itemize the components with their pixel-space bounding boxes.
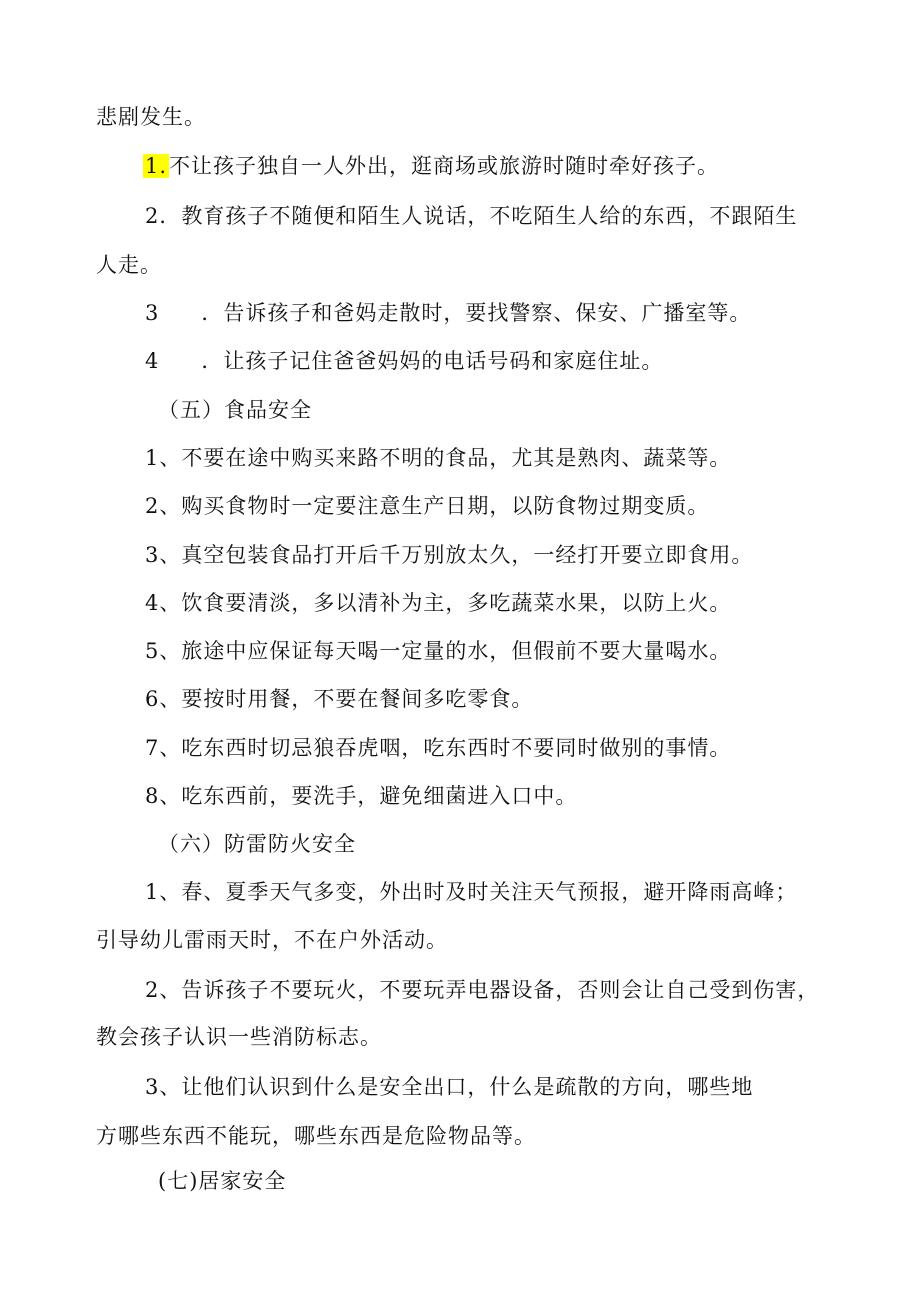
line-text: 人走。	[96, 253, 162, 277]
section-heading	[158, 829, 356, 859]
line-text: 2、购买食物时一定要注意生产日期，以防食物过期变质。	[145, 494, 710, 518]
paragraph-line	[96, 1121, 536, 1151]
line-text: 1、春、夏季天气多变，外出时及时关注天气预报，避开降雨高峰；	[145, 880, 798, 904]
line-text: 2．教育孩子不随便和陌生人说话，不吃陌生人给的东西，不跟陌生	[145, 204, 798, 228]
list-item	[145, 684, 533, 714]
list-item	[145, 733, 731, 763]
list-item	[145, 346, 663, 376]
line-text: 引导幼儿雷雨天时，不在户外活动。	[96, 928, 448, 952]
list-item	[145, 877, 797, 907]
heading-text: （六）防雷防火安全	[158, 832, 356, 856]
line-text: 4、饮食要清淡，多以清补为主，多吃蔬菜水果，以防上火。	[145, 591, 732, 615]
line-text: 不让孩子独自一人外出，逛商场或旅游时随时牵好孩子。	[169, 154, 720, 178]
line-text: 3、真空包装食品打开后千万别放太久，一经打开要立即食用。	[145, 543, 754, 567]
list-item	[145, 298, 751, 328]
line-text: 3、让他们认识到什么是安全出口，什么是疏散的方向，哪些地	[145, 1075, 754, 1099]
list-item	[145, 1072, 753, 1102]
list-item	[145, 636, 731, 666]
line-text: ．告诉孩子和爸妈走散时，要找警察、保安、广播室等。	[201, 301, 752, 325]
line-text: 8、吃东西前，要洗手，避免细菌进入口中。	[145, 784, 578, 808]
list-item	[145, 201, 797, 231]
list-item	[145, 975, 819, 1005]
line-text: 方哪些东西不能玩，哪些东西是危险物品等。	[96, 1124, 536, 1148]
paragraph-line	[96, 1022, 382, 1052]
line-text: 5、旅途中应保证每天喝一定量的水，但假前不要大量喝水。	[145, 639, 732, 663]
list-item	[145, 540, 753, 570]
line-text: ．让孩子记住爸爸妈妈的电话号码和家庭住址。	[201, 349, 664, 373]
line-text: 教会孩子认识一些消防标志。	[96, 1025, 382, 1049]
line-text: 7、吃东西时切忌狼吞虎咽，吃东西时不要同时做别的事情。	[145, 736, 732, 760]
list-item	[145, 781, 577, 811]
section-heading	[158, 395, 312, 425]
heading-text: (七)居家安全	[158, 1169, 287, 1193]
line-text: 悲剧发生。	[96, 105, 206, 129]
line-text: 6、要按时用餐，不要在餐间多吃零食。	[145, 687, 534, 711]
line-text: 1、不要在途中购买来路不明的食品，尤其是熟肉、蔬菜等。	[145, 446, 732, 470]
list-item	[145, 443, 731, 473]
list-item	[145, 151, 719, 181]
heading-text: （五）食品安全	[158, 398, 312, 422]
highlighted-number: 1.	[145, 154, 168, 178]
item-number: 3	[145, 301, 160, 325]
paragraph-line	[96, 250, 162, 280]
paragraph-line	[96, 102, 206, 132]
paragraph-line	[96, 925, 448, 955]
item-number: 4	[145, 349, 160, 373]
list-item	[145, 588, 731, 618]
section-heading	[158, 1166, 286, 1196]
line-text: 2、告诉孩子不要玩火，不要玩弄电器设备，否则会让自己受到伤害，	[145, 978, 820, 1002]
list-item	[145, 491, 709, 521]
